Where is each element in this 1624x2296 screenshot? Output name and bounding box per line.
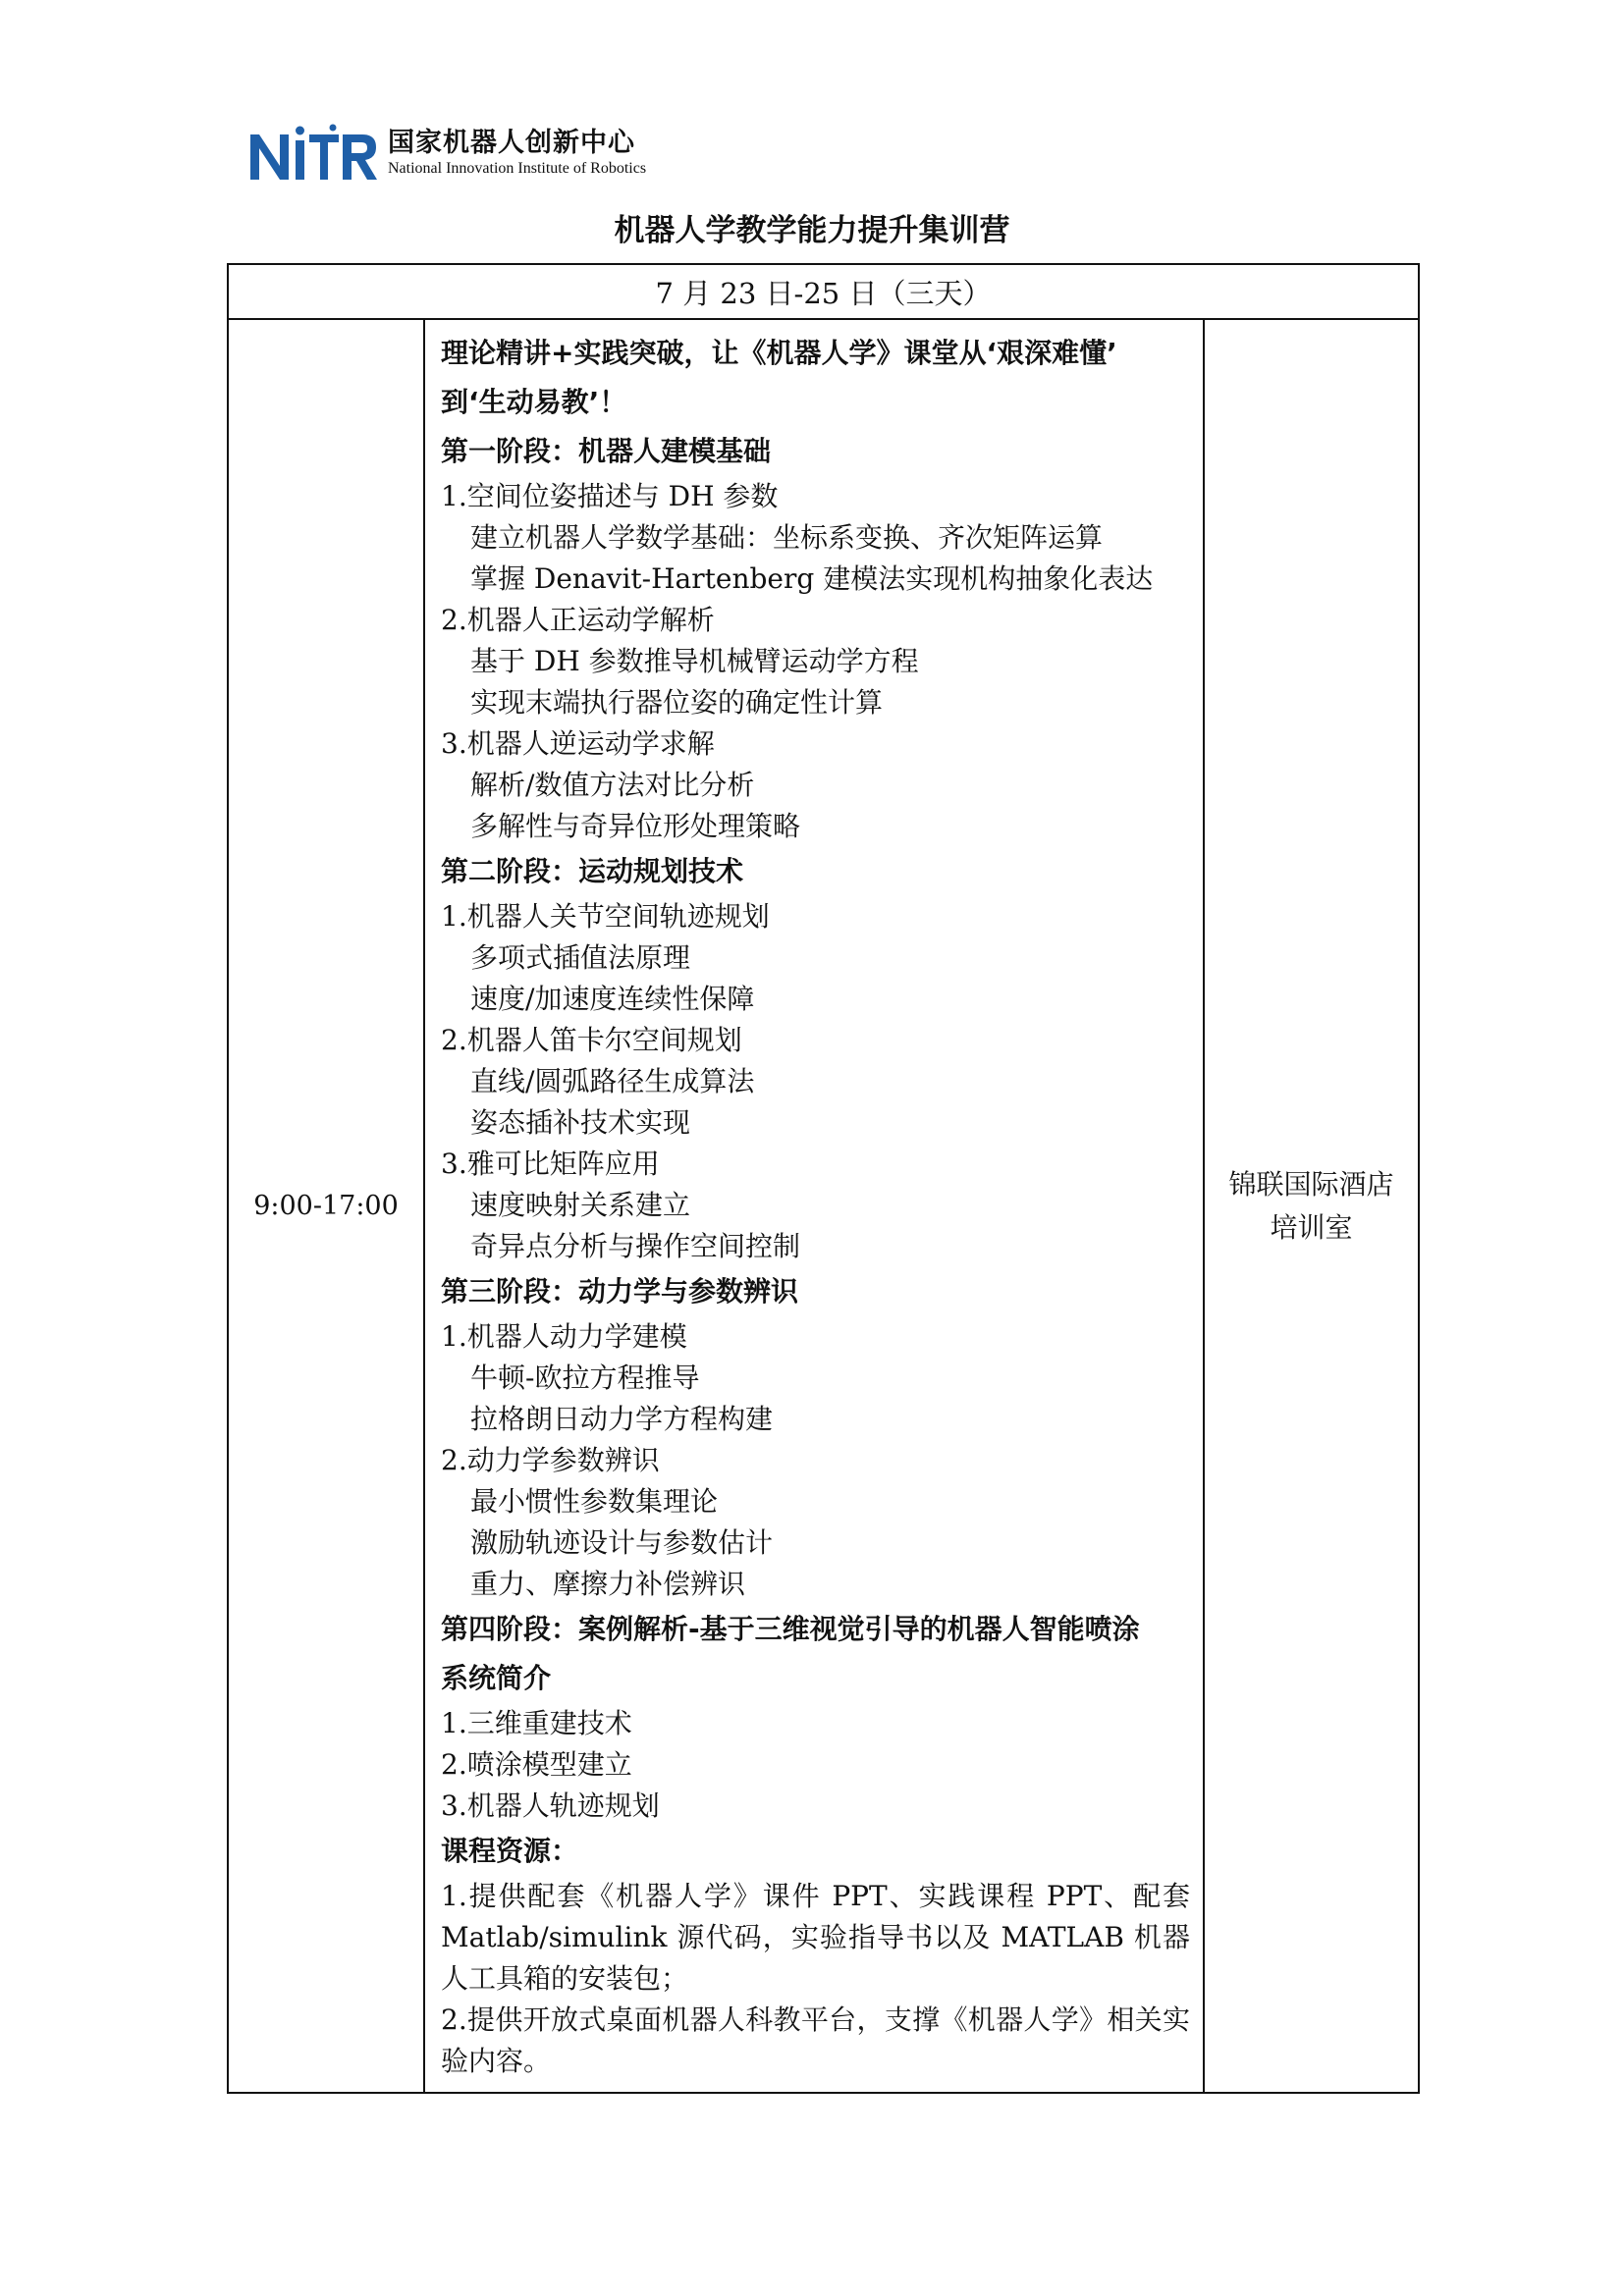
sub-item: 奇异点分析与操作空间控制 <box>470 1230 801 1262</box>
sub-item: 基于 DH 参数推导机械臂运动学方程 <box>470 645 919 677</box>
sub-item: 建立机器人学数学基础：坐标系变换、齐次矩阵运算 <box>470 521 1104 554</box>
list-item: 1.三维重建技术 <box>441 1707 632 1739</box>
sub-item: 姿态插补技术实现 <box>470 1106 691 1139</box>
stage-heading: 第二阶段：运动规划技术 <box>441 855 744 887</box>
sub-item: 重力、摩擦力补偿辨识 <box>470 1568 746 1600</box>
sub-item: 速度/加速度连续性保障 <box>470 983 755 1015</box>
content-row <box>228 319 1419 2093</box>
document-title: 机器人学教学能力提升集训营 <box>614 213 1010 248</box>
sub-item: 牛顿-欧拉方程推导 <box>470 1362 700 1394</box>
list-item: 1.机器人动力学建模 <box>441 1320 687 1353</box>
list-item: 2.动力学参数辨识 <box>441 1444 660 1476</box>
sub-item: 速度映射关系建立 <box>470 1189 691 1221</box>
nitr-logo-icon <box>250 123 378 182</box>
list-item: 1.空间位姿描述与 DH 参数 <box>441 480 779 512</box>
logo-english-name: National Innovation Institute of Robotics <box>388 160 647 177</box>
logo-chinese-name: 国家机器人创新中心 <box>388 128 635 158</box>
logo <box>250 121 646 184</box>
sub-item: 解析/数值方法对比分析 <box>470 769 755 801</box>
list-item: 2.机器人正运动学解析 <box>441 604 715 636</box>
sub-item: 拉格朗日动力学方程构建 <box>470 1403 774 1435</box>
sub-item: 最小惯性参数集理论 <box>470 1485 719 1518</box>
location-name: 锦联国际酒店 <box>1228 1167 1394 1201</box>
sub-item: 直线/圆弧路径生成算法 <box>470 1065 755 1097</box>
list-item: 1.机器人关节空间轨迹规划 <box>441 900 770 933</box>
sub-item: 多项式插值法原理 <box>470 941 691 974</box>
resource-paragraph: 2.提供开放式桌面机器人科教平台，支撑《机器人学》相关实验内容。 <box>441 2003 1190 2077</box>
stage-heading: 第一阶段：机器人建模基础 <box>441 435 772 467</box>
stage-heading: 第四阶段：案例解析-基于三维视觉引导的机器人智能喷涂 <box>441 1613 1140 1645</box>
sub-item: 激励轨迹设计与参数估计 <box>470 1526 774 1559</box>
date-cell: 7 月 23 日-25 日（三天） <box>228 264 1419 319</box>
location-cell <box>1204 319 1419 2093</box>
list-item: 3.雅可比矩阵应用 <box>441 1148 660 1180</box>
intro-heading: 到‘生动易教’！ <box>441 386 627 418</box>
date-row <box>228 264 1419 319</box>
sub-item: 实现末端执行器位姿的确定性计算 <box>470 686 884 719</box>
location-room: 培训室 <box>1270 1210 1353 1244</box>
course-content-cell <box>424 319 1204 2093</box>
sub-item: 掌握 Denavit-Hartenberg 建模法实现机构抽象化表达 <box>470 562 1154 595</box>
resources-heading: 课程资源： <box>441 1835 579 1867</box>
list-item: 2.机器人笛卡尔空间规划 <box>441 1024 742 1056</box>
sub-item: 多解性与奇异位形处理策略 <box>470 810 801 842</box>
logo-text <box>388 127 646 178</box>
list-item: 3.机器人逆运动学求解 <box>441 727 715 760</box>
resource-paragraph: 1.提供配套《机器人学》课件 PPT、实践课程 PPT、配套 Matlab/simulink 源代码，实验指导书以及 MATLAB 机器人工具箱的安装包； <box>441 1880 1190 1995</box>
stage-heading: 系统简介 <box>441 1662 552 1694</box>
schedule-table <box>227 263 1420 2094</box>
list-item: 2.喷涂模型建立 <box>441 1748 632 1781</box>
stage-heading: 第三阶段：动力学与参数辨识 <box>441 1275 799 1308</box>
intro-heading: 理论精讲+实践突破，让《机器人学》课堂从‘艰深难懂’ <box>441 337 1117 369</box>
time-cell: 9:00-17:00 <box>228 319 424 2093</box>
list-item: 3.机器人轨迹规划 <box>441 1789 660 1822</box>
